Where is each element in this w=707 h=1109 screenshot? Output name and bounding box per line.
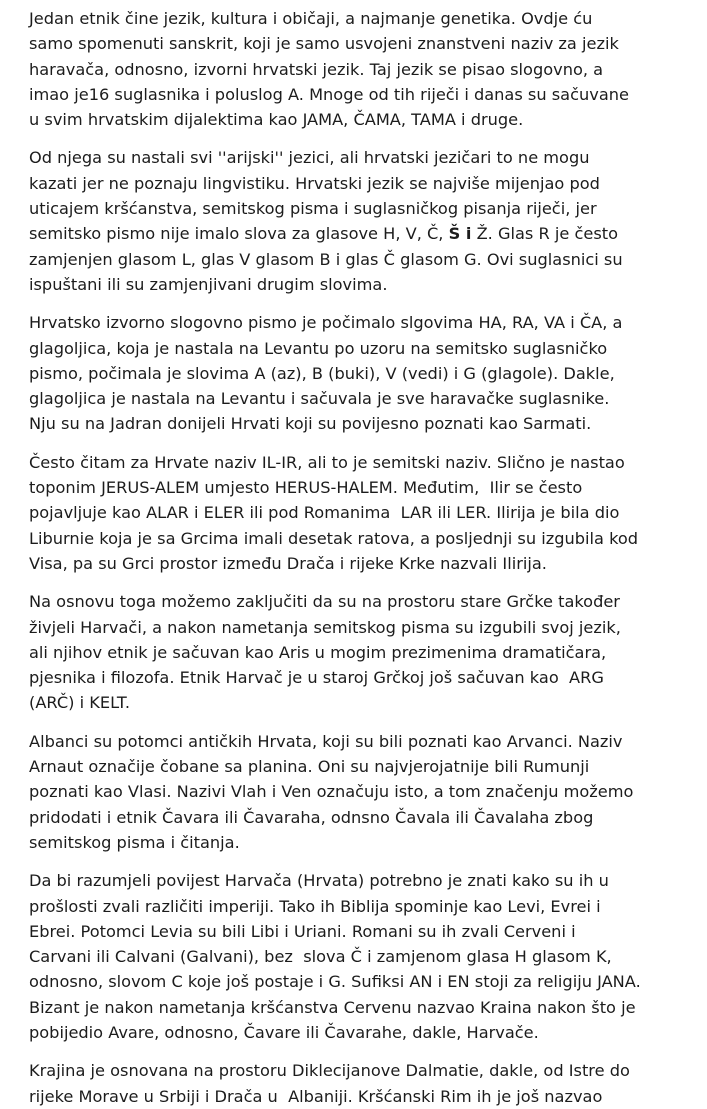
text-line: pismo, počimala je slovima A (az), B (buki), V (vedi) i G (glagole). Dakle, — [29, 363, 615, 383]
paragraph-6 — [29, 729, 689, 855]
text-line: haravača, odnosno, izvorni hrvatski jezik. Taj jezik se pisao slogovno, a — [29, 59, 604, 79]
text-line: prošlosti zvali različiti imperiji. Tako ih Biblija spominje kao Levi, Evrei i — [29, 896, 601, 916]
bold-text-segment: Š i — [448, 224, 472, 244]
text-line: glagoljica, koja je nastala na Levantu po uzoru na semitsko suglasničko — [29, 338, 608, 358]
text-line: pobijedio Avare, odnosno, Čavare ili Čavarahe, dakle, Harvače. — [29, 1022, 539, 1042]
text-line: Da bi razumjeli povijest Harvača (Hrvata) potrebno je znati kako su ih u — [29, 871, 609, 891]
text-line: ali njihov etnik je sačuvan kao Aris u mogim prezimenima dramatičara, — [29, 642, 607, 662]
paragraph-1 — [29, 6, 689, 132]
text-line: glagoljica je nastala na Levantu i sačuvala je sve haravačke suglasnike. — [29, 389, 610, 409]
text-line: rijeke Morave u Srbiji i Drača u Albaniji. Kršćanski Rim ih je još nazvao — [29, 1086, 603, 1106]
text-segment: semitsko pismo nije imalo slova za glasove H, V, Č, — [29, 224, 449, 244]
paragraph-8 — [29, 1058, 689, 1109]
text-line: kazati jer ne poznaju lingvistiku. Hrvatski jezik se najviše mijenjao pod — [29, 173, 600, 193]
text-line-with-bold — [29, 221, 689, 246]
text-line: samo spomenuti sanskrit, koji je samo usvojeni znanstveni naziv za jezik — [29, 34, 619, 54]
text-line: Visa, pa su Grci prostor između Drača i rijeke Krke nazvali Ilirija. — [29, 553, 547, 573]
text-line: Jedan etnik čine jezik, kultura i običaji, a najmanje genetika. Ovdje ću — [29, 9, 593, 28]
text-line: Bizant je nakon nametanja kršćanstva Cervenu nazvao Kraina nakon što je — [29, 997, 636, 1017]
paragraph-3 — [29, 310, 689, 436]
text-line: Hrvatsko izvorno slogovno pismo je počimalo slgovima HA, RA, VA i ČA, a — [29, 313, 623, 333]
text-line: pridodati i etnik Čavara ili Čavaraha, odnsno Čavala ili Čavalaha zbog — [29, 807, 594, 827]
text-line: Ebrei. Potomci Levia su bili Libi i Uriani. Romani su ih zvali Cerveni i — [29, 921, 576, 941]
text-line: Carvani ili Calvani (Galvani), bez slova Č i zamjenom glasa H glasom K, — [29, 947, 612, 967]
text-line: Nju su na Jadran donijeli Hrvati koji su povijesno poznati kao Sarmati. — [29, 414, 592, 434]
text-line: u svim hrvatskim dijalektima kao JAMA, ČAMA, TAMA i druge. — [29, 110, 524, 130]
text-line: Na osnovu toga možemo zaključiti da su na prostoru stare Grčke također — [29, 592, 620, 612]
text-line: imao je16 suglasnika i poluslog A. Mnoge od tih riječi i danas su sačuvane — [29, 84, 629, 104]
text-line: Albanci su potomci antičkih Hrvata, koji su bili poznati kao Arvanci. Naziv — [29, 731, 623, 751]
text-line: semitskog pisma i čitanja. — [29, 832, 240, 852]
text-line: ispuštani ili su zamjenjivani drugim slovima. — [29, 274, 388, 294]
paragraph-7 — [29, 868, 689, 1045]
text-line: pjesnika i filozofa. Etnik Harvač je u staroj Grčkoj još sačuvan kao ARG — [29, 668, 604, 688]
text-line: živjeli Harvači, a nakon nametanja semitskog pisma su izgubili svoj jezik, — [29, 617, 621, 637]
text-line: pojavljuje kao ALAR i ELER ili pod Romanima LAR ili LER. Ilirija je bila dio — [29, 503, 620, 523]
text-line: Od njega su nastali svi ''arijski'' jezici, ali hrvatski jezičari to ne mogu — [29, 148, 590, 168]
text-line: toponim JERUS-ALEM umjesto HERUS-HALEM. Međutim, Ilir se često — [29, 478, 583, 498]
text-line: uticajem kršćanstva, semitskog pisma i suglasničkog pisanja riječi, jer — [29, 199, 597, 219]
text-line: Često čitam za Hrvate naziv IL-IR, ali to je semitski naziv. Slično je nastao — [29, 452, 625, 472]
text-line: odnosno, slovom C koje još postaje i G. Sufiksi AN i EN stoji za religiju JANA. — [29, 972, 641, 992]
text-line: (ARČ) i KELT. — [29, 693, 130, 713]
text-segment: Ž. Glas R je često — [471, 224, 619, 244]
paragraph-2 — [29, 145, 689, 297]
text-line: Liburnie koja je sa Grcima imali desetak ratova, a posljednji su izgubila kod — [29, 528, 639, 548]
paragraph-4 — [29, 450, 689, 576]
text-line: poznati kao Vlasi. Nazivi Vlah i Ven označuju isto, a tom značenju možemo — [29, 782, 634, 802]
text-line: zamjenjen glasom L, glas V glasom B i glas Č glasom G. Ovi suglasnici su — [29, 249, 623, 269]
text-line: Arnaut označije čobane sa planina. Oni su najvjerojatnije bili Rumunji — [29, 757, 590, 777]
paragraph-5 — [29, 589, 689, 715]
text-line: Krajina je osnovana na prostoru Diklecijanove Dalmatie, dakle, od Istre do — [29, 1061, 630, 1081]
